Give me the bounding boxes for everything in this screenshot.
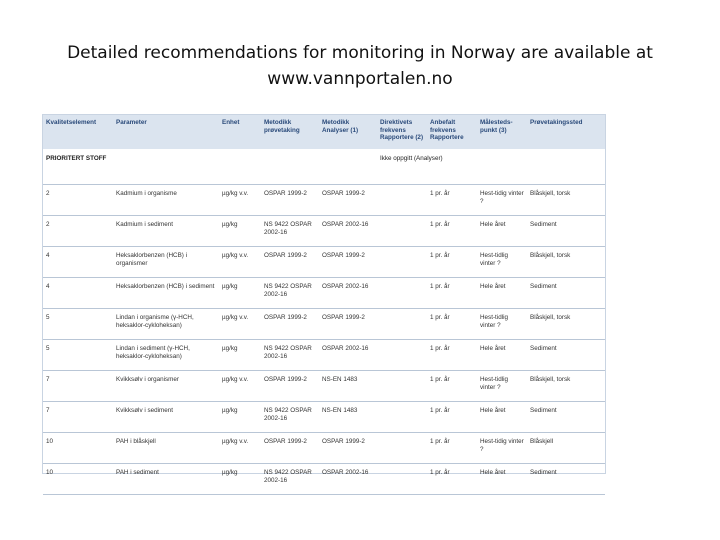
cell-analysis: OSPAR 1999-2: [319, 309, 377, 340]
cell-sampling: NS 9422 OSPAR 2002-16: [261, 340, 319, 371]
cell-location: Blåskjell, torsk: [527, 309, 605, 340]
cell-analysis: OSPAR 2002-16: [319, 216, 377, 247]
table-row: [43, 371, 605, 402]
cell-parameter: Kadmium i organisme: [113, 185, 219, 216]
cell-analysis: OSPAR 2002-16: [319, 340, 377, 371]
cell-site: Hest-tidig vinter ?: [477, 185, 527, 216]
cell-directive: [377, 309, 427, 340]
cell-recommended: 1 pr. år: [427, 371, 477, 402]
cell-location: Sediment: [527, 216, 605, 247]
cell-directive: [377, 371, 427, 402]
cell-location: Blåskjell: [527, 433, 605, 464]
group-note: Ikke oppgitt (Analyser): [377, 149, 477, 185]
cell-site: Hele året: [477, 278, 527, 309]
cell-sampling: OSPAR 1999-2: [261, 185, 319, 216]
table-row: [43, 216, 605, 247]
cell-unit: µg/kg v.v.: [219, 185, 261, 216]
cell-unit: µg/kg: [219, 340, 261, 371]
header-provetakingssted: Prøvetakingssted: [527, 115, 605, 149]
header-metodikk-provetaking: Metodikk prøvetaking: [261, 115, 319, 149]
table-row: [43, 247, 605, 278]
title-line-2: www.vannportalen.no: [267, 69, 453, 89]
cell-analysis: OSPAR 1999-2: [319, 433, 377, 464]
cell-sampling: OSPAR 1999-2: [261, 247, 319, 278]
cell-site: Hest-tidlig vinter ?: [477, 247, 527, 278]
cell-parameter: Lindan i organisme (γ-HCH, heksaklor-cykloheksan): [113, 309, 219, 340]
cell-site: Hele året: [477, 216, 527, 247]
cell-analysis: NS-EN 1483: [319, 371, 377, 402]
table-row: [43, 185, 605, 216]
cell-directive: [377, 216, 427, 247]
cell-unit: µg/kg v.v.: [219, 309, 261, 340]
cell-site: Hele året: [477, 340, 527, 371]
cell-analysis: OSPAR 2002-16: [319, 464, 377, 495]
cell-analysis: OSPAR 1999-2: [319, 185, 377, 216]
header-parameter: Parameter: [113, 115, 219, 149]
cell-parameter: Kvikksølv i sediment: [113, 402, 219, 433]
cell-sampling: NS 9422 OSPAR 2002-16: [261, 464, 319, 495]
cell-parameter: PAH i blåskjell: [113, 433, 219, 464]
cell-parameter: Lindan i sediment (γ-HCH, heksaklor-cykloheksan): [113, 340, 219, 371]
cell-analysis: OSPAR 1999-2: [319, 247, 377, 278]
cell-parameter: PAH i sediment: [113, 464, 219, 495]
cell-sampling: OSPAR 1999-2: [261, 433, 319, 464]
table-row: [43, 278, 605, 309]
cell-location: Sediment: [527, 278, 605, 309]
cell-recommended: 1 pr. år: [427, 340, 477, 371]
cell-site: Hele året: [477, 402, 527, 433]
table-header-row: [43, 115, 605, 149]
table-row: [43, 433, 605, 464]
cell-location: Blåskjell, torsk: [527, 371, 605, 402]
cell-location: Blåskjell, torsk: [527, 247, 605, 278]
slide-title: [0, 40, 720, 92]
cell-unit: µg/kg: [219, 278, 261, 309]
table-row: [43, 309, 605, 340]
cell-recommended: 1 pr. år: [427, 278, 477, 309]
cell-sampling: NS 9422 OSPAR 2002-16: [261, 278, 319, 309]
cell-analysis: OSPAR 2002-16: [319, 278, 377, 309]
header-anbefalt-frekvens: Anbefalt frekvens Rapportere: [427, 115, 477, 149]
header-kvalitetselement: Kvalitetselement: [43, 115, 113, 149]
cell-directive: [377, 433, 427, 464]
table-row: [43, 340, 605, 371]
table-row: [43, 402, 605, 433]
cell-element: 4: [43, 278, 113, 309]
cell-location: Blåskjell, torsk: [527, 185, 605, 216]
cell-directive: [377, 278, 427, 309]
cell-element: 10: [43, 464, 113, 495]
cell-element: 5: [43, 340, 113, 371]
cell-element: 2: [43, 185, 113, 216]
cell-site: Hest-tidlig vinter ?: [477, 371, 527, 402]
monitoring-table-image: [42, 114, 606, 484]
cell-sampling: NS 9422 OSPAR 2002-16: [261, 216, 319, 247]
header-direktivets-frekvens: Direktivets frekvens Rapportere (2): [377, 115, 427, 149]
cell-unit: µg/kg: [219, 216, 261, 247]
cell-parameter: Heksaklorbenzen (HCB) i sediment: [113, 278, 219, 309]
header-enhet: Enhet: [219, 115, 261, 149]
header-metodikk-analyser: Metodikk Analyser (1): [319, 115, 377, 149]
cell-element: 7: [43, 371, 113, 402]
cell-recommended: 1 pr. år: [427, 309, 477, 340]
table-row: [43, 464, 605, 495]
cell-element: 4: [43, 247, 113, 278]
cell-location: Sediment: [527, 402, 605, 433]
cell-directive: [377, 247, 427, 278]
cell-sampling: OSPAR 1999-2: [261, 371, 319, 402]
cell-parameter: Heksaklorbenzen (HCB) i organismer: [113, 247, 219, 278]
cell-unit: µg/kg: [219, 464, 261, 495]
cell-directive: [377, 185, 427, 216]
cell-parameter: Kadmium i sediment: [113, 216, 219, 247]
cell-location: Sediment: [527, 340, 605, 371]
group-row-prioritert-stoff: [43, 149, 605, 185]
cell-unit: µg/kg v.v.: [219, 247, 261, 278]
cell-recommended: 1 pr. år: [427, 185, 477, 216]
cell-directive: [377, 464, 427, 495]
cell-site: Hest-tidig vinter ?: [477, 433, 527, 464]
header-malestedspunkt: Målesteds-punkt (3): [477, 115, 527, 149]
cell-location: Sediment: [527, 464, 605, 495]
cell-unit: µg/kg v.v.: [219, 371, 261, 402]
title-line-1: Detailed recommendations for monitoring in Norway are available at: [67, 43, 653, 63]
cell-element: 10: [43, 433, 113, 464]
cell-unit: µg/kg v.v.: [219, 433, 261, 464]
cell-parameter: Kvikksølv i organismer: [113, 371, 219, 402]
monitoring-table: [43, 115, 605, 495]
cell-recommended: 1 pr. år: [427, 402, 477, 433]
cell-recommended: 1 pr. år: [427, 247, 477, 278]
cell-directive: [377, 340, 427, 371]
cell-site: Hele året: [477, 464, 527, 495]
cell-element: 2: [43, 216, 113, 247]
cell-recommended: 1 pr. år: [427, 433, 477, 464]
cell-sampling: OSPAR 1999-2: [261, 309, 319, 340]
cell-sampling: NS 9422 OSPAR 2002-16: [261, 402, 319, 433]
group-label: PRIORITERT STOFF: [43, 149, 113, 185]
cell-element: 5: [43, 309, 113, 340]
cell-site: Hest-tidlig vinter ?: [477, 309, 527, 340]
cell-recommended: 1 pr. år: [427, 216, 477, 247]
cell-element: 7: [43, 402, 113, 433]
cell-unit: µg/kg: [219, 402, 261, 433]
cell-analysis: NS-EN 1483: [319, 402, 377, 433]
cell-directive: [377, 402, 427, 433]
cell-recommended: 1 pr. år: [427, 464, 477, 495]
